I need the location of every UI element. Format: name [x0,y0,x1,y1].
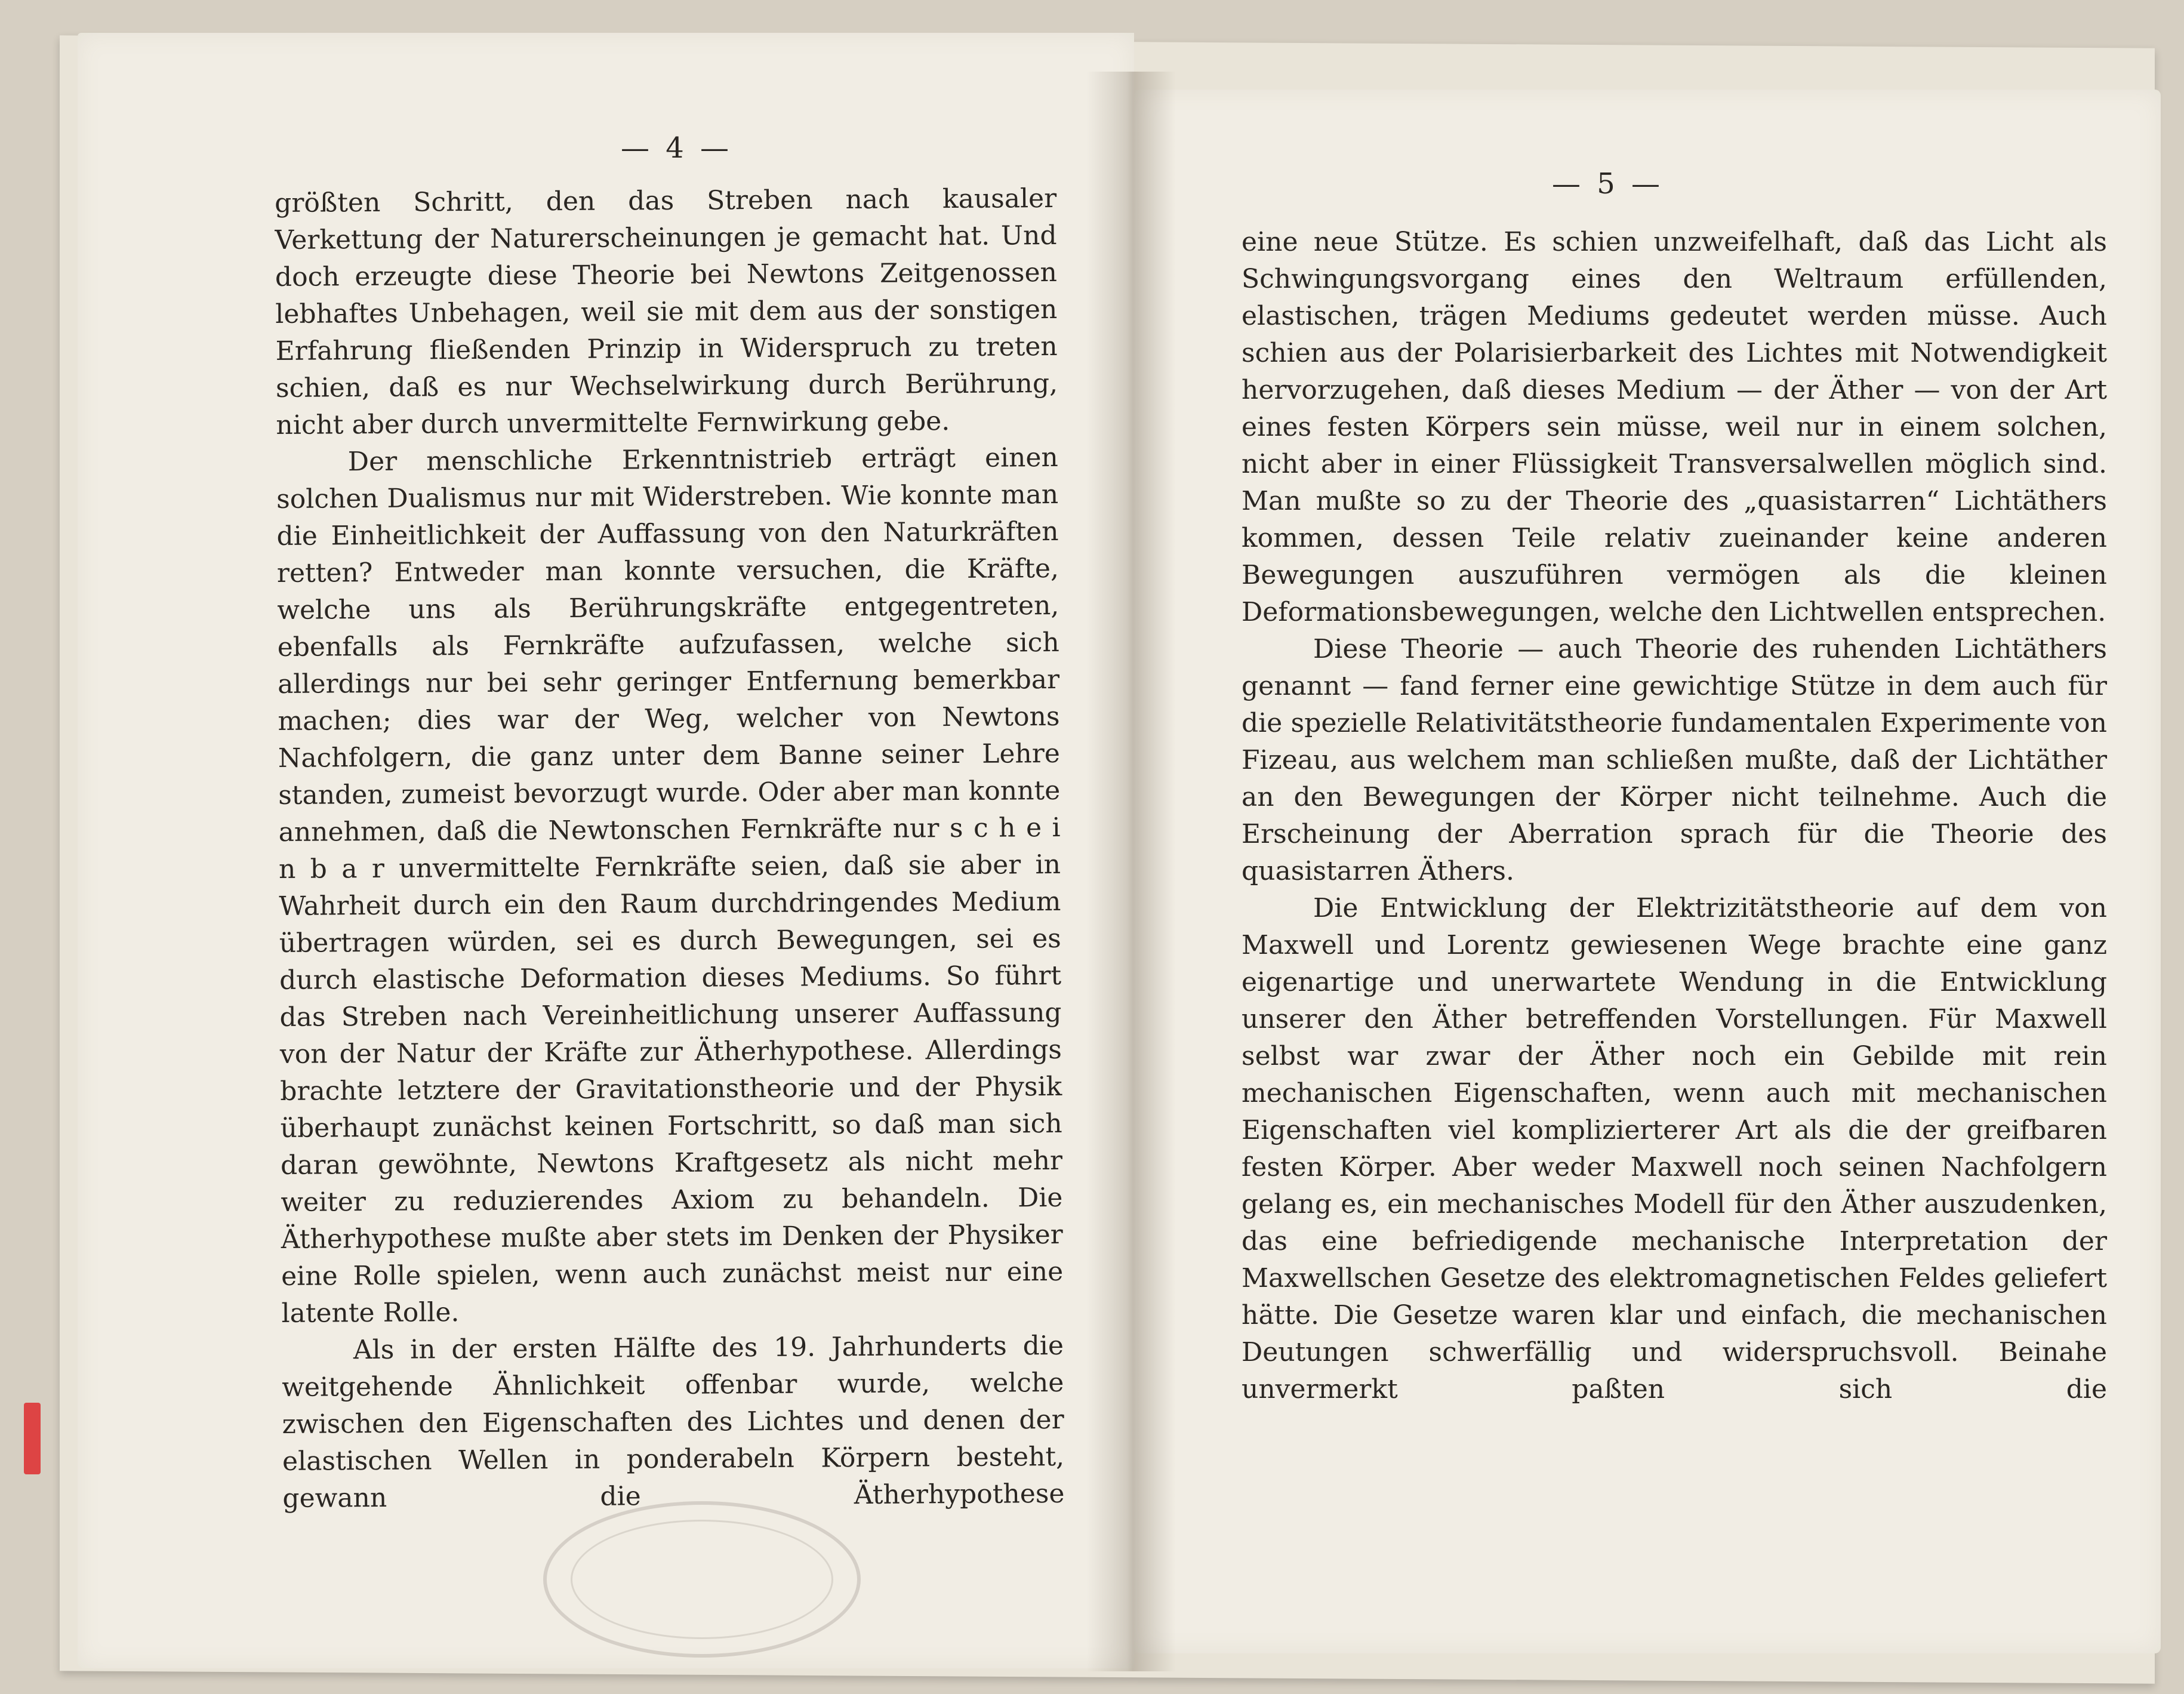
paragraph: Die Entwicklung der Elektrizitätstheorie auf dem von Maxwell und Lorentz gewiesenen Wege brachte eine ganz eigenartige und unerwartete Wendung in die Entwicklung unserer den Äther betreffenden Vorstellungen. Für Maxwell selbst war zwar der Äther noch ein Gebilde mit rein mechanischen Eigenschaften, wenn auch mit mechanischen Eigenschaften viel komplizierterer Art als die der greifbaren festen Körper. Aber weder Maxwell noch seinen Nachfolgern gelang es, ein mechanisches Modell für den Äther auszudenken, das eine befriedigende mechanische Interpretation der Maxwellschen Gesetze des elektromagnetischen Feldes geliefert hätte. Die Gesetze waren klar und einfach, die mechanischen Deutungen schwerfällig und widerspruchsvoll. Beinahe unvermerkt paßten sich die [1242,893,2107,1405]
open-book [24,18,2167,1677]
page-number: — 4 — [621,131,733,165]
right-page [1134,90,2161,1653]
paragraph: Diese Theorie — auch Theorie des ruhenden Lichtäthers genannt — fand ferner eine gewichtige Stütze in dem auch für die spezielle Relativitätstheorie fundamentalen Experimente von Fizeau, aus welchem man schließen mußte, daß der Lichtäther an den Bewegungen der Körper nicht teilnehme. Auch die Erscheinung der Aberration sprach für die Theorie des quasistarren Äthers. [1242,634,2107,886]
page-text [1242,224,2107,1408]
red-tab [24,1403,41,1474]
page-text [275,180,1065,1517]
paragraph: Als in der ersten Hälfte des 19. Jahrhunderts die weitgehende Ähnlichkeit offenbar wurde, welche zwischen den Eigenschaften des Lichtes und denen der elastischen Wellen in ponderabeln Körpern besteht, gewann die Ätherhypothese [282,1330,1065,1514]
page-number: — 5 — [1552,167,1664,201]
paragraph: Der menschliche Erkenntnistrieb erträgt einen solchen Dualismus nur mit Widerstreben. Wie konnte man die Einheitlichkeit der Auffassung von den Naturkräften retten? Entweder man konnte versuchen, die Kräfte, welche uns als Berührungskräfte entgegentreten, ebenfalls als Fernkräfte aufzufassen, welche sich allerdings nur bei sehr geringer Entfernung bemerkbar machen; dies war der Weg, welcher von Newtons Nachfolgern, die ganz unter dem Banne seiner Lehre standen, zumeist bevorzugt wurde. Oder aber man konnte annehmen, daß die Newtonschen Fernkräfte nur s c h e i n b a r unvermittelte Fernkräfte seien, daß sie aber in Wahrheit durch ein den Raum durchdringendes Medium übertragen würden, sei es durch Bewegungen, sei es durch elastische Deformation dieses Mediums. So führt das Streben nach Vereinheitlichung unserer Auffassung von der Natur der Kräfte zur Ätherhypothese. Allerdings brachte letztere der Gravitationstheorie und der Physik überhaupt zunächst keinen Fortschritt, so daß man sich daran gewöhnte, Newtons Kraftgesetz als nicht mehr weiter zu reduzierendes Axiom zu behandeln. Die Ätherhypothese mußte aber stets im Denken der Physiker eine Rolle spielen, wenn auch zunächst meist nur eine latente Rolle. [276,442,1064,1329]
paragraph: größten Schritt, den das Streben nach kausaler Verkettung der Naturerscheinungen je gemacht hat. Und doch erzeugte diese Theorie bei Newtons Zeitgenossen lebhaftes Unbehagen, weil sie mit dem aus der sonstigen Erfahrung fließenden Prinzip in Widerspruch zu treten schien, daß es nur Wechselwirkung durch Berührung, nicht aber durch unvermittelte Fernwirkung gebe. [275,183,1058,441]
paragraph: eine neue Stütze. Es schien unzweifelhaft, daß das Licht als Schwingungsvorgang eines den Weltraum erfüllenden, elastischen, trägen Mediums gedeutet werden müsse. Auch schien aus der Polarisierbarkeit des Lichtes mit Notwendigkeit hervorzugehen, daß dieses Medium — der Äther — von der Art eines festen Körpers sein müsse, weil nur in einem solchen, nicht aber in einer Flüssigkeit Transversalwellen möglich sind. Man mußte so zu der Theorie des „quasistarren“ Lichtäthers kommen, dessen Teile relativ zueinander keine anderen Bewegungen auszuführen vermögen als die kleinen Deformationsbewegungen, welche den Lichtwellen entsprechen. [1242,227,2107,627]
left-page [78,33,1134,1668]
library-stamp [543,1501,861,1658]
